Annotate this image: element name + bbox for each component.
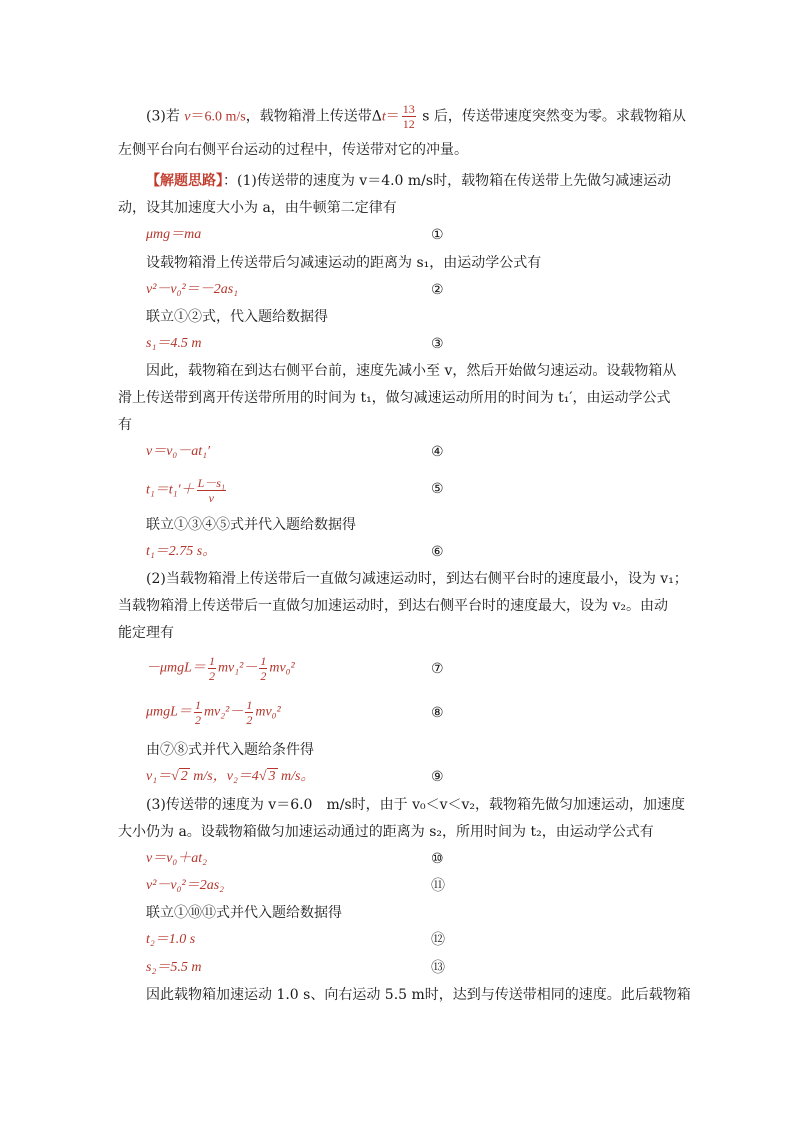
solution-line-11: 能定理有: [118, 625, 174, 641]
q3-text-end: s 后，传送带速度突然变为零。求载物箱从: [417, 108, 686, 125]
solution-line-13: (3)传送带的速度为 v＝6.0 m/s时，由于 v₀＜v＜v₂，载物箱先做匀加速运动，加速度: [146, 797, 686, 813]
formula-8-mid: mv₂²－: [203, 704, 244, 720]
formula-1: μmg＝ma: [146, 227, 202, 242]
formula-2: v²－v₀²＝－2as₁: [146, 282, 239, 297]
formula-9-v2: m/s，v₂＝4: [189, 769, 259, 784]
q3-fraction: [402, 102, 416, 131]
solution-line-16: 因此载物箱加速运动 1.0 s、向右运动 5.5 m时，达到与传送带相同的速度。此后载物箱: [146, 987, 691, 1003]
eq-number-9: ⑨: [431, 769, 444, 785]
half-num: 1: [246, 698, 253, 712]
solution-line-15: 联立①⑩⑪式并代入题给数据得: [146, 905, 342, 921]
q3-text: ，载物箱滑上传送带Δ: [245, 108, 382, 125]
formula-9-v1: v₁＝: [146, 769, 172, 784]
question-3-line-2: 左侧平台向右侧平台运动的过程中，传送带对它的冲量。: [118, 142, 468, 158]
eq-number-4: ④: [431, 444, 444, 460]
formula-10: v＝v₀＋at₂: [146, 851, 208, 866]
formula-13: s₂＝5.5 m: [146, 960, 202, 975]
q3-prefix: (3)若: [146, 108, 185, 125]
solution-heading: 【解题思路】: [146, 173, 223, 189]
formula-7-half-1: [208, 654, 216, 683]
solution-line-8: 联立①③④⑤式并代入题给数据得: [146, 517, 356, 533]
solution-line-6: 滑上传送带到离开传送带所用的时间为 t₁，做匀减速运动所用的时间为 t₁′，由运动学公式: [118, 390, 671, 406]
half-num: 1: [208, 654, 215, 668]
q3-frac-num: 13: [402, 102, 415, 116]
formula-8-half-1: [194, 698, 202, 727]
eq-number-5: ⑤: [431, 481, 444, 497]
solution-line-3: 设载物箱滑上传送带后匀减速运动的距离为 s₁，由运动学公式有: [146, 255, 542, 271]
formula-5-fraction: [197, 476, 227, 505]
eq-number-7: ⑦: [431, 661, 444, 677]
solution-line-9: (2)当载物箱滑上传送带后一直做匀减速运动时，到达右侧平台时的速度最小，设为 v₁；: [146, 571, 688, 587]
formula-9: v₁＝√ 2 m/s，v₂＝4√ 3 m/s。: [146, 769, 315, 784]
eq-number-2: ②: [431, 282, 444, 298]
formula-7-mid: mv₁²－: [217, 660, 258, 676]
eq-number-10: ⑩: [431, 851, 444, 867]
formula-3: s₁＝4.5 m: [146, 336, 202, 351]
solution-line-5: 因此，载物箱在到达右侧平台前，速度先减小至 v，然后开始做匀速运动。设载物箱从: [146, 363, 677, 379]
solution-text-1: ：(1)传送带的速度为 v＝4.0 m/s时，载物箱在传送带上先做匀减速运动: [223, 173, 672, 189]
formula-5: [146, 476, 228, 505]
formula-9-unit: m/s。: [277, 769, 315, 784]
formula-11: v²－v₀²＝2as₂: [146, 878, 225, 893]
solution-line-2: 动，设其加速度大小为 a，由牛顿第二定律有: [118, 200, 397, 216]
formula-8: [146, 698, 281, 727]
solution-line-12: 由⑦⑧式并代入题给条件得: [146, 742, 314, 758]
eq-number-8: ⑧: [431, 705, 444, 721]
formula-5-num: L－s₁: [197, 476, 226, 490]
eq-number-6: ⑥: [431, 544, 444, 560]
half-den: 2: [194, 713, 201, 727]
eq-number-3: ③: [431, 336, 444, 352]
q3-frac-den: 12: [402, 117, 415, 131]
half-den: 2: [260, 669, 267, 683]
formula-7-left: －μmgL＝: [146, 660, 206, 676]
eq-number-12: ⑫: [431, 932, 445, 948]
formula-7: [146, 654, 295, 683]
q3-var-t: t: [381, 109, 386, 125]
formula-8-right: mv₀²: [255, 704, 281, 720]
formula-5-den: v: [208, 491, 214, 505]
formula-4: v＝v₀－at₁′: [146, 444, 211, 459]
question-3-line-1: [146, 102, 686, 131]
formula-12: t₂＝1.0 s: [146, 932, 196, 947]
sqrt-3: 3: [268, 769, 276, 784]
solution-line-1: [146, 171, 671, 191]
half-num: 1: [194, 698, 201, 712]
formula-8-left: μmgL＝: [146, 704, 192, 720]
q3-var-v: v: [184, 109, 191, 125]
formula-8-half-2: [245, 698, 253, 727]
formula-6: t₁＝2.75 s。: [146, 544, 217, 559]
q3-speed: ＝6.0 m/s: [190, 109, 246, 125]
solution-line-7: 有: [118, 417, 132, 433]
formula-5-left: t₁＝t₁′＋: [146, 482, 195, 498]
eq-number-13: ⑬: [431, 960, 445, 976]
solution-line-10: 当载物箱滑上传送带后一直做匀加速运动时，到达右侧平台时的速度最大，设为 v₂。由动: [118, 598, 668, 614]
eq-number-1: ①: [431, 227, 444, 243]
formula-7-right: mv₀²: [269, 660, 295, 676]
half-den: 2: [246, 713, 253, 727]
half-num: 1: [260, 654, 267, 668]
solution-line-14: 大小仍为 a。设载物箱做匀加速运动通过的距离为 s₂，所用时间为 t₂，由运动学公式有: [118, 824, 654, 840]
half-den: 2: [208, 669, 215, 683]
eq-number-11: ⑪: [431, 878, 445, 894]
sqrt-2: 2: [180, 769, 188, 784]
solution-line-4: 联立①②式，代入题给数据得: [146, 309, 328, 325]
q3-equals: ＝: [385, 109, 400, 125]
formula-7-half-2: [259, 654, 267, 683]
